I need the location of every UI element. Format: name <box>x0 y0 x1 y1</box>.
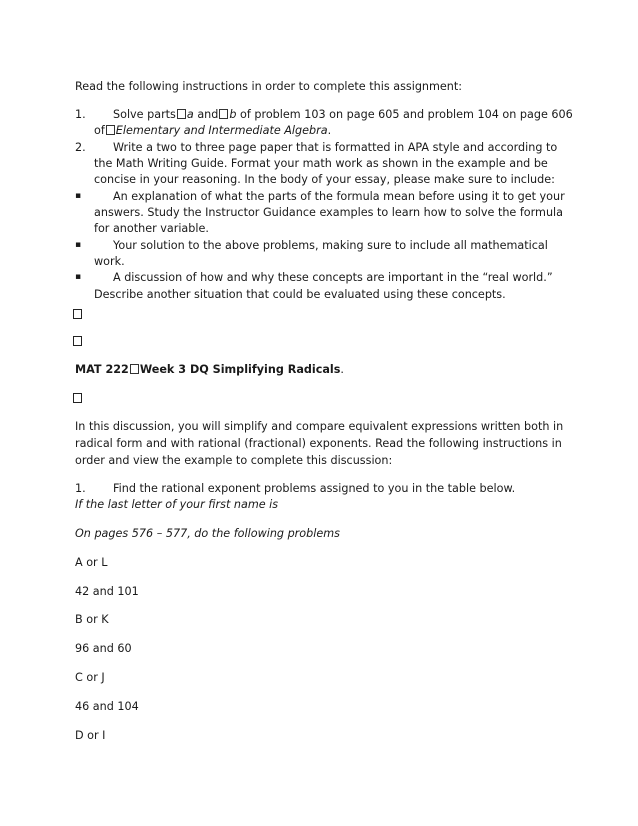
discussion-line-3: order and view the example to complete this discussion: <box>75 454 393 467</box>
table-row: 46 and 104 <box>75 700 139 713</box>
table-intro: If the last letter of your first name is <box>75 498 279 511</box>
table-row: D or I <box>75 729 106 742</box>
bullet-1-line-1: An explanation of what the parts of the formula mean before using it to get your <box>113 190 565 203</box>
book-title: Elementary and Intermediate Algebra <box>115 124 328 137</box>
step-1-number: 1. <box>75 482 86 495</box>
missing-glyph-icon <box>130 364 139 374</box>
table-row: C or J <box>75 671 105 684</box>
table-row: B or K <box>75 613 109 626</box>
section-heading: MAT 222 Week 3 DQ Simplifying Radicals. <box>75 363 344 376</box>
bullet-1-line-2: answers. Study the Instructor Guidance examples to learn how to solve the formula <box>94 206 564 219</box>
missing-glyph-icon <box>73 309 82 319</box>
bullet-icon: ▪ <box>75 272 82 282</box>
item-1-number: 1. <box>75 108 86 121</box>
item-2-number: 2. <box>75 141 86 154</box>
pages-note: On pages 576 – 577, do the following problems <box>75 527 340 540</box>
bullet-icon: ▪ <box>75 240 82 250</box>
missing-glyph-icon <box>106 125 115 135</box>
table-row: 96 and 60 <box>75 642 132 655</box>
discussion-line-1: In this discussion, you will simplify and compare equivalent expressions written both in <box>75 420 564 433</box>
missing-glyph-icon <box>177 109 186 119</box>
bullet-2-line-2: work. <box>94 255 125 268</box>
bullet-2-line-1: Your solution to the above problems, making sure to include all mathematical <box>113 239 548 252</box>
bullet-3-line-1: A discussion of how and why these concepts are important in the “real world.” <box>113 271 553 284</box>
step-1-text: Find the rational exponent problems assigned to you in the table below. <box>113 482 516 495</box>
missing-glyph-icon <box>73 393 82 403</box>
bullet-3-line-2: Describe another situation that could be evaluated using these concepts. <box>94 288 506 301</box>
item-1-line-1: Solve parts a and b of problem 103 on page 605 and problem 104 on page 606 <box>113 108 573 121</box>
bullet-1-line-3: for another variable. <box>94 222 209 235</box>
bullet-icon: ▪ <box>75 191 82 201</box>
table-row: 42 and 101 <box>75 585 139 598</box>
missing-glyph-icon <box>219 109 228 119</box>
item-2-line-3: concise in your reasoning. In the body of your essay, please make sure to include: <box>94 173 555 186</box>
item-1-line-2: of Elementary and Intermediate Algebra. <box>94 124 332 137</box>
discussion-line-2: radical form and with rational (fractional) exponents. Read the following instructions in <box>75 437 562 450</box>
table-row: A or L <box>75 556 108 569</box>
item-2-line-2: the Math Writing Guide. Format your math work as shown in the example and be <box>94 157 548 170</box>
missing-glyph-icon <box>73 336 82 346</box>
intro-text: Read the following instructions in order to complete this assignment: <box>75 80 463 93</box>
item-2-line-1: Write a two to three page paper that is formatted in APA style and according to <box>113 141 558 154</box>
